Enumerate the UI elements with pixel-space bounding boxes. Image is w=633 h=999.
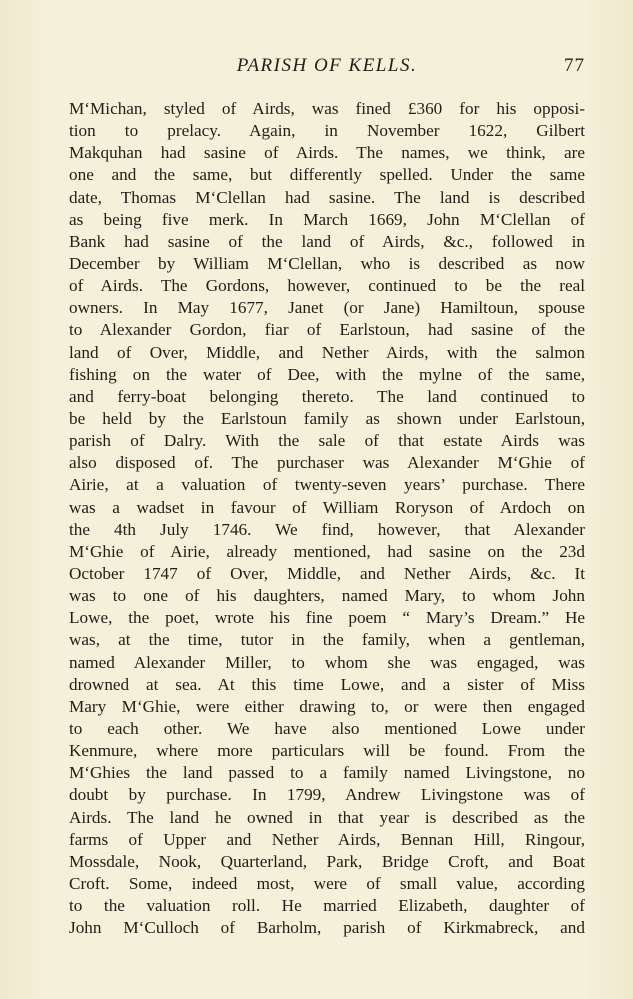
text-line: named Alexander Miller, to whom she was engaged, was bbox=[69, 652, 585, 672]
text-line: to each other. We have also mentioned Lowe under bbox=[69, 718, 585, 738]
text-line: to the valuation roll. He married Elizabeth, daughter of bbox=[69, 896, 585, 916]
text-line: parish of Dalry. With the sale of that estate Airds was bbox=[69, 431, 585, 451]
text-line: to Alexander Gordon, fiar of Earlstoun, had sasine of the bbox=[69, 320, 585, 340]
text-line: was to one of his daughters, named Mary, to whom John bbox=[69, 586, 585, 606]
page-number: 77 bbox=[564, 55, 585, 76]
text-line: M‘Ghies the land passed to a family named Livingstone, no bbox=[69, 763, 585, 783]
text-line: date, Thomas M‘Clellan had sasine. The land is described bbox=[69, 187, 585, 207]
text-line: M‘Ghie of Airie, already mentioned, had sasine on the 23d bbox=[69, 541, 585, 561]
text-line: also disposed of. The purchaser was Alexander M‘Ghie of bbox=[69, 453, 585, 473]
text-line: be held by the Earlstoun family as shown under Earlstoun, bbox=[69, 408, 585, 428]
text-line: tion to prelacy. Again, in November 1622, Gilbert bbox=[69, 121, 585, 141]
running-title: PARISH OF KELLS. bbox=[236, 55, 418, 76]
text-line: land of Over, Middle, and Nether Airds, with the salmon bbox=[69, 342, 585, 362]
text-line: October 1747 of Over, Middle, and Nether Airds, &c. It bbox=[69, 563, 585, 583]
text-line: fishing on the water of Dee, with the mylne of the same, bbox=[69, 364, 585, 384]
text-line: drowned at sea. At this time Lowe, and a sister of Miss bbox=[69, 674, 585, 694]
text-line: John M‘Culloch of Barholm, parish of Kirkmabreck, and bbox=[69, 918, 585, 938]
body-text bbox=[69, 98, 585, 939]
page-header bbox=[69, 55, 585, 83]
text-line: December by William M‘Clellan, who is described as now bbox=[69, 253, 585, 273]
text-line: as being five merk. In March 1669, John M‘Clellan of bbox=[69, 209, 585, 229]
text-line: Kenmure, where more particulars will be found. From the bbox=[69, 741, 585, 761]
text-line: was a wadset in favour of William Roryson of Ardoch on bbox=[69, 497, 585, 517]
text-line: farms of Upper and Nether Airds, Bennan Hill, Ringour, bbox=[69, 829, 585, 849]
text-line: Airds. The land he owned in that year is described as the bbox=[69, 807, 585, 827]
text-line: and ferry-boat belonging thereto. The land continued to bbox=[69, 386, 585, 406]
text-line: of Airds. The Gordons, however, continued to be the real bbox=[69, 276, 585, 296]
text-line: M‘Michan, styled of Airds, was fined £360 for his opposi- bbox=[69, 99, 585, 118]
text-line: owners. In May 1677, Janet (or Jane) Hamiltoun, spouse bbox=[69, 298, 585, 318]
text-line: Croft. Some, indeed most, were of small value, according bbox=[69, 873, 585, 893]
text-line: Lowe, the poet, wrote his fine poem “ Mary’s Dream.” He bbox=[69, 608, 585, 628]
text-line: the 4th July 1746. We find, however, that Alexander bbox=[69, 519, 585, 539]
text-line: Bank had sasine of the land of Airds, &c., followed in bbox=[69, 231, 585, 251]
text-line: doubt by purchase. In 1799, Andrew Livingstone was of bbox=[69, 785, 585, 805]
text-line: was, at the time, tutor in the family, when a gentleman, bbox=[69, 630, 585, 650]
text-line: Mary M‘Ghie, were either drawing to, or were then engaged bbox=[69, 696, 585, 716]
text-line: Mossdale, Nook, Quarterland, Park, Bridge Croft, and Boat bbox=[69, 851, 585, 871]
text-line: Makquhan had sasine of Airds. The names, we think, are bbox=[69, 143, 585, 163]
text-line: Airie, at a valuation of twenty-seven years’ purchase. There bbox=[69, 475, 585, 495]
text-line: one and the same, but differently spelled. Under the same bbox=[69, 165, 585, 185]
